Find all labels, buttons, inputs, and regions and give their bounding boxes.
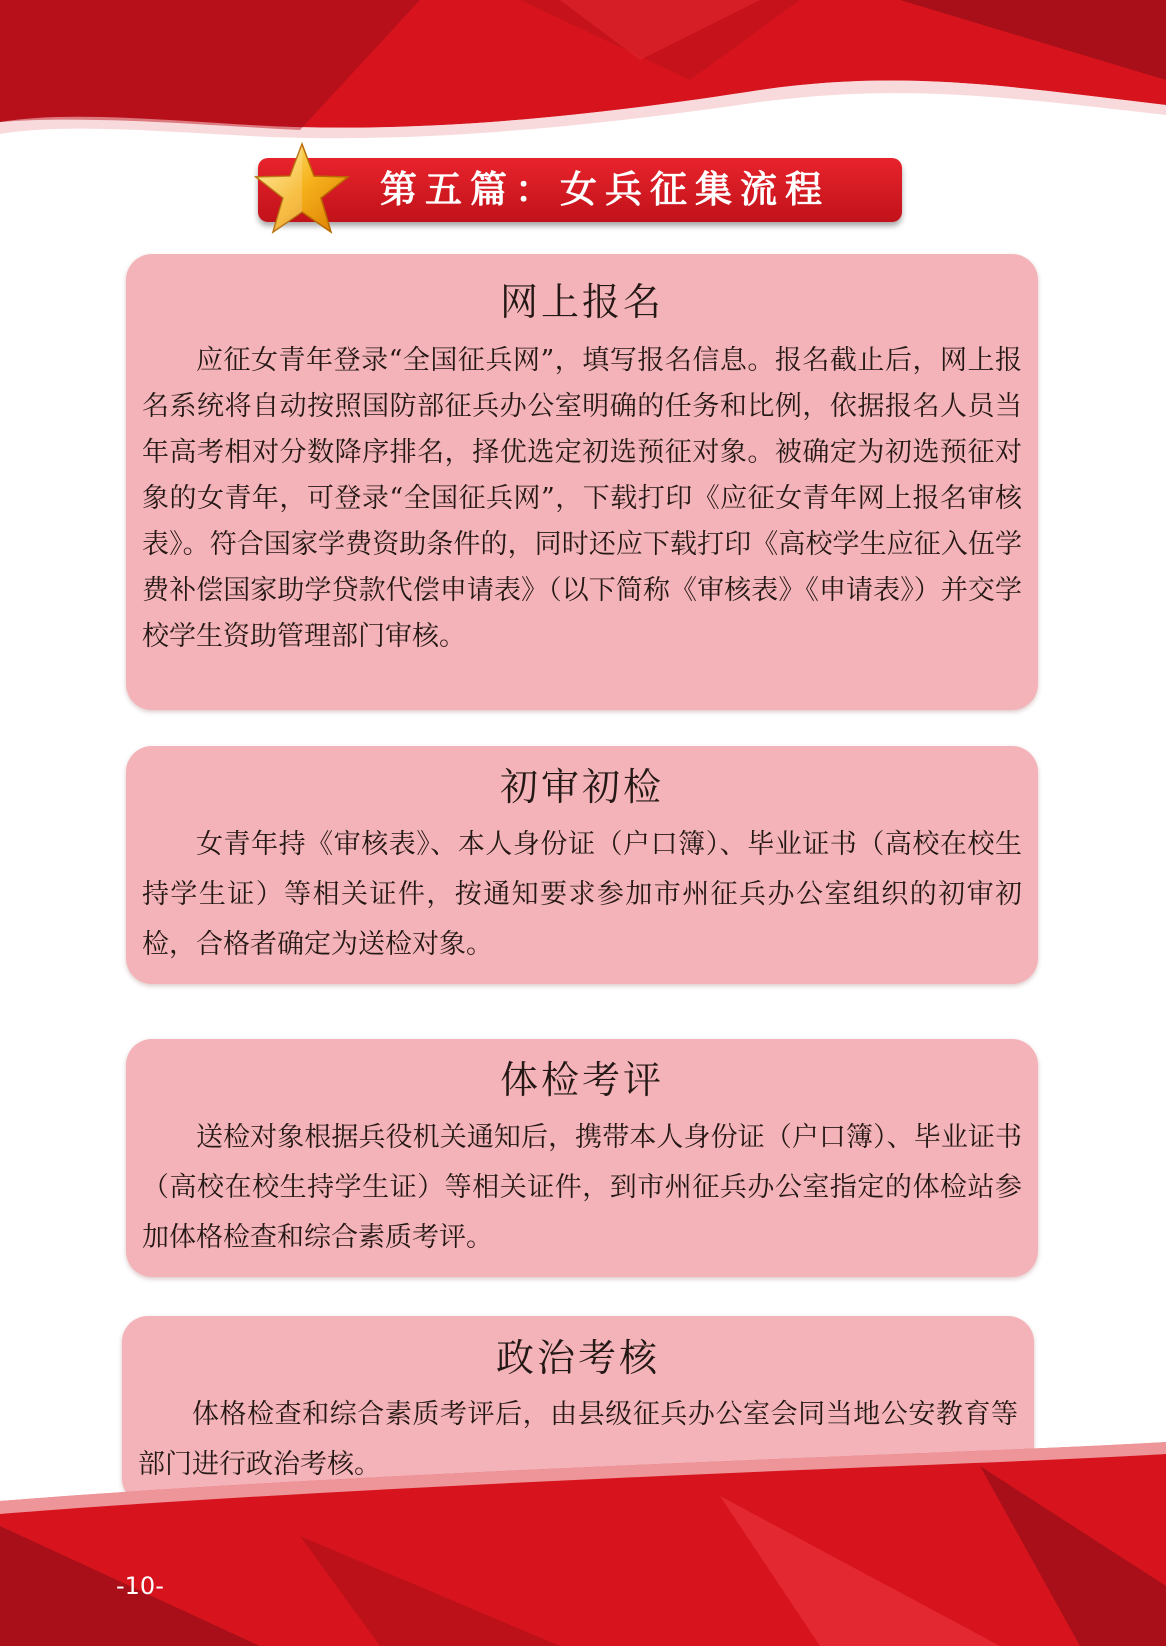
section-title: 体检考评 — [499, 1058, 664, 1102]
section-title: 政治考核 — [495, 1336, 660, 1380]
section-title: 网上报名 — [499, 280, 664, 324]
bottom-red-wave-band — [0, 1406, 1166, 1646]
section-card-physical-exam — [126, 1039, 1038, 1277]
section-body: 体格检查和综合素质考评后，由县级征兵办公室会同当地公安教育等部门进行政治考核。 — [138, 1399, 1018, 1480]
title-banner — [258, 158, 902, 222]
page-title: 第五篇：女兵征集流程 — [380, 168, 830, 211]
section-card-online-registration — [126, 254, 1038, 710]
page-number: -10- — [116, 1572, 164, 1600]
section-body: 女青年持《审核表》、本人身份证（户口簿）、毕业证书（高校在校生持学生证）等相关证件，按通知要求参加市州征兵办公室组织的初审初检，合格者确定为送检对象。 — [142, 829, 1022, 960]
section-card-initial-review — [126, 746, 1038, 984]
section-title: 初审初检 — [499, 765, 664, 809]
section-body: 应征女青年登录“全国征兵网”，填写报名信息。报名截止后，网上报名系统将自动按照国防部征兵办公室明确的任务和比例，依据报名人员当年高考相对分数降序排名，择优选定初选预征对象。被确定为初选预征对象的女青年，可登录“全国征兵网”，下载打印《应征女青年网上报名审核表》。符合国家学费资助条件的，同时还应下载打印《高校学生应征入伍学费补偿国家助学贷款代偿申请表》（以下简称《审核表》《申请表》）并交学校学生资助管理部门审核。 — [142, 345, 1022, 652]
top-red-wave-band — [0, 0, 1166, 150]
gold-star-icon — [252, 142, 352, 234]
section-body: 送检对象根据兵役机关通知后，携带本人身份证（户口簿）、毕业证书（高校在校生持学生证）等相关证件，到市州征兵办公室指定的体检站参加体格检查和综合素质考评。 — [142, 1122, 1022, 1253]
